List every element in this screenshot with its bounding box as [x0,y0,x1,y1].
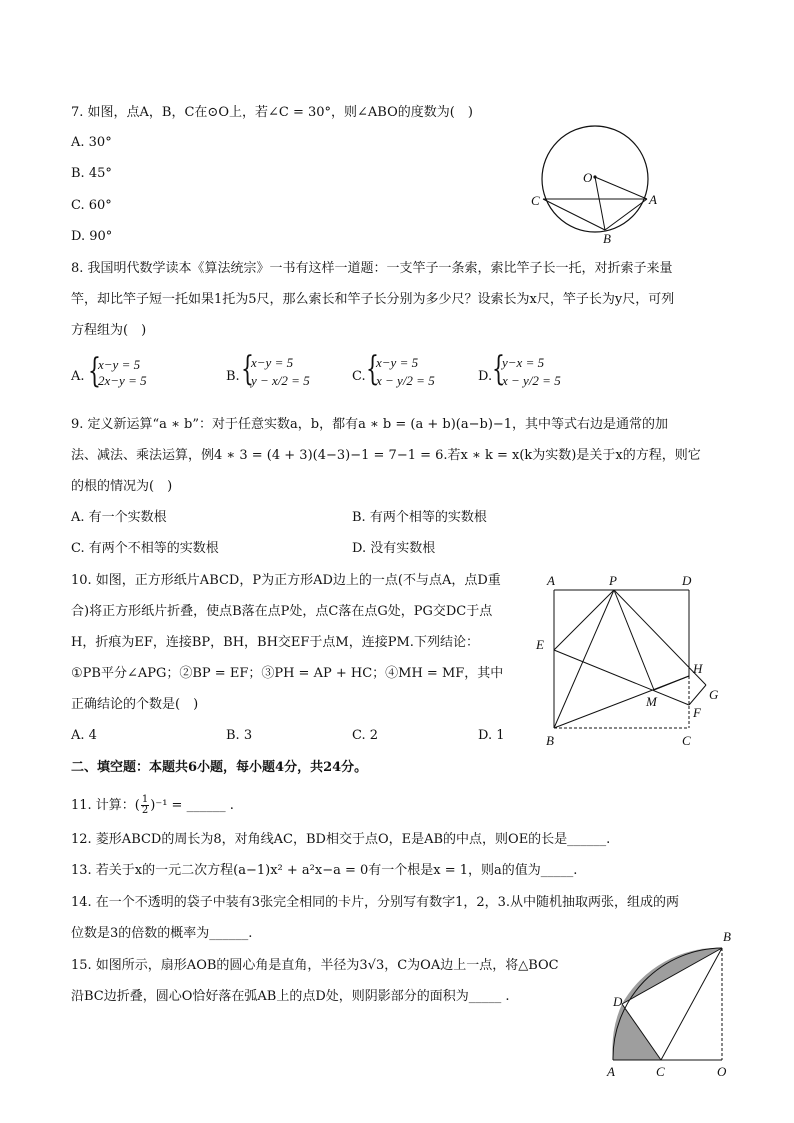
q10-line-1: 10. 如图，正方形纸片ABCD，P为正方形AD边上的一点(不与点A，点D重 [71,573,501,588]
q8-option-c-eq1: x−y = 5 [376,355,419,370]
q8-option-d-eq2: x − y/2 = 5 [502,373,561,388]
q8-line-3: 方程组为( ) [71,323,147,338]
q8-option-c-label: C. [352,369,366,384]
q7-label-o: O [583,170,593,185]
q10-label-m: M [646,694,657,709]
q15-line-2: 沿BC边折叠，圆心O恰好落在弧AB上的点D处，则阴影部分的面积为_____ . [71,989,510,1004]
q7-option-d: D. 90° [71,229,113,244]
q11-fraction-num: 1 [141,794,149,805]
q15-label-c: C [656,1064,665,1079]
q15-label-o: O [717,1064,727,1079]
q9-option-d: D. 没有实数根 [352,541,436,556]
q15-line-1: 15. 如图所示，扇形AOB的圆心角是直角，半径为3√3，C为OA边上一点，将△BOC [71,958,559,973]
q9-line-3: 的根的情况为( ) [71,479,173,494]
q10-label-g: G [709,687,719,702]
q14-line-2: 位数是3的倍数的概率为______. [71,926,253,941]
q11-suffix: )⁻¹ = ______ . [150,798,234,813]
q15-label-b: B [723,929,731,944]
q10-option-a: A. 4 [71,728,97,743]
q10-option-d: D. 1 [478,728,505,743]
q9-option-c: C. 有两个不相等的实数根 [71,541,219,556]
q7-stem: 7. 如图，点A，B，C在⊙O上，若∠C = 30°，则∠ABO的度数为( ) [71,105,473,120]
q8-option-a-label: A. [71,369,85,384]
q8-option-b-eq1: x−y = 5 [251,355,294,370]
q10-line-3: H，折痕为EF，连接BP，BH，BH交EF于点M，连接PM.下列结论： [71,635,479,650]
q10-label-e: E [536,637,544,652]
q7-option-a: A. 30° [71,135,112,150]
q10-label-a: A [547,573,555,588]
q8-option-c-eq2: x − y/2 = 5 [376,373,435,388]
q9-line-2: 法、减法、乘法运算，例4 ∗ 3 = (4 + 3)(4−3)−1 = 7−1 = 6.若x ∗ k = x(k为实数)是关于x的方程，则它 [71,448,701,463]
q11-prefix: 11. 计算：( [71,798,140,813]
q9-option-b: B. 有两个相等的实数根 [352,510,487,525]
q7-option-b: B. 45° [71,166,112,181]
q7-label-c: C [531,193,540,208]
q10-label-f: F [693,705,701,720]
q8-option-b-eq2: y − x/2 = 5 [251,373,310,388]
q10-label-d: D [682,573,692,588]
q10-label-h: H [693,661,703,676]
q10-line-2: 合)将正方形纸片折叠，使点B落在点P处，点C落在点G处，PG交DC于点 [71,604,493,619]
q10-option-c: C. 2 [352,728,379,743]
q10-label-c: C [682,733,691,748]
q8-option-a-eq1: x−y = 5 [98,357,141,372]
q8-line-2: 竿，却比竿子短一托如果1托为5尺，那么索长和竿子长分别为多少尺？设索长为x尺，竿子长为y尺，可列 [71,292,675,307]
q7-option-c: C. 60° [71,198,112,213]
q10-line-5: 正确结论的个数是( ) [71,697,199,712]
q13-line: 13. 若关于x的一元二次方程(a−1)x² + a²x−a = 0有一个根是x = 1，则a的值为_____. [71,863,578,878]
q12-line: 12. 菱形ABCD的周长为8，对角线AC，BD相交于点O，E是AB的中点，则OE的长是______. [71,832,611,847]
q14-line-1: 14. 在一个不透明的袋子中装有3张完全相同的卡片，分别写有数字1，2，3.从中随机抽取两张，组成的两 [71,895,680,910]
q9-line-1: 9. 定义新运算“a ∗ b”：对于任意实数a，b，都有a ∗ b = (a + b)(a−b)−1，其中等式右边是通常的加 [71,417,669,432]
q8-option-a-eq2: 2x−y = 5 [98,373,147,388]
q7-label-a: A [649,192,657,207]
q10-label-p: P [609,573,617,588]
q8-option-b-label: B. [226,369,240,384]
q10-option-b: B. 3 [226,728,253,743]
q9-option-a: A. 有一个实数根 [71,510,167,525]
q7-label-b: B [603,231,611,246]
q15-label-d: D [613,994,623,1009]
q8-option-d-eq1: y−x = 5 [502,355,545,370]
q10-label-b: B [546,733,554,748]
q11-fraction-den: 2 [141,805,149,816]
q8-line-1: 8. 我国明代数学读本《算法统宗》一书有这样一道题：一支竿子一条索，索比竿子长一托，对折索子来量 [71,261,673,276]
q15-label-a: A [607,1064,615,1079]
q10-line-4: ①PB平分∠APG；②BP = EF；③PH = AP + HC；④MH = MF，其中 [71,666,504,681]
section-2-heading: 二、填空题：本题共6小题，每小题4分，共24分。 [71,760,368,775]
q8-option-d-label: D. [478,369,493,384]
